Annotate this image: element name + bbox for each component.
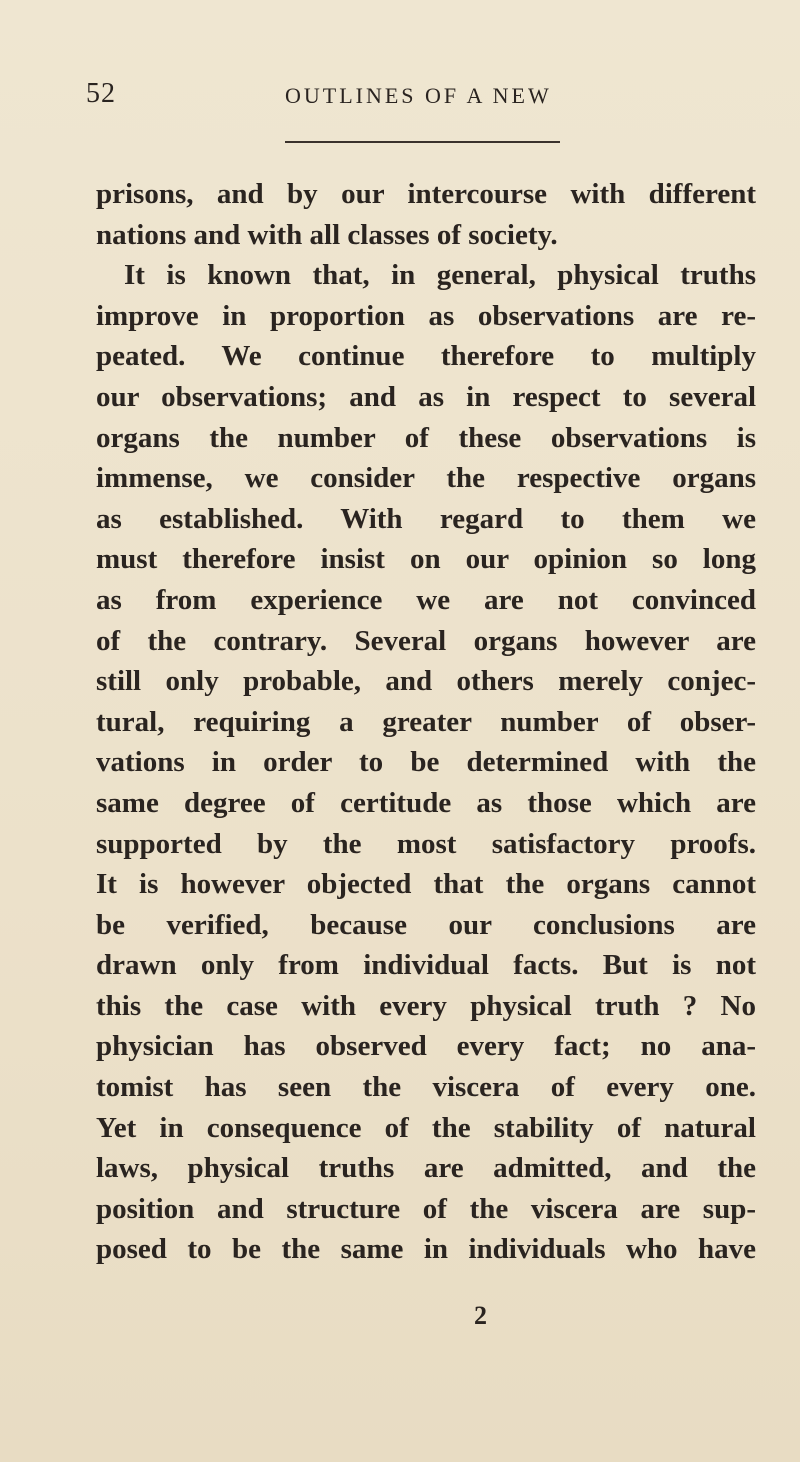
signature-mark: 2 <box>474 1301 487 1330</box>
text-line: immense, we consider the respective organs <box>96 462 756 495</box>
text-line: be verified, because our conclusions are <box>96 908 756 941</box>
text-line: Yet in consequence of the stability of natural <box>96 1111 756 1144</box>
text-line: vations in order to be determined with the <box>96 746 756 779</box>
text-line: It is however objected that the organs cannot <box>96 868 756 901</box>
page-header <box>0 78 800 118</box>
text-line: of the contrary. Several organs however are <box>96 624 756 657</box>
text-line: tural, requiring a greater number of obser- <box>96 705 756 738</box>
text-line: our observations; and as in respect to several <box>96 380 756 413</box>
text-line: supported by the most satisfactory proofs. <box>96 827 756 860</box>
text-line: physician has observed every fact; no ana- <box>96 1030 756 1063</box>
text-line: as from experience we are not convinced <box>96 583 756 616</box>
header-rule <box>285 141 560 143</box>
text-line: must therefore insist on our opinion so long <box>96 543 756 576</box>
text-line: position and structure of the viscera are sup- <box>96 1192 756 1225</box>
text-line: It is known that, in general, physical truths <box>124 259 756 292</box>
text-line: nations and with all classes of society. <box>96 218 558 251</box>
running-head: OUTLINES OF A NEW <box>285 83 552 108</box>
text-line: peated. We continue therefore to multiply <box>96 340 756 373</box>
page-number: 52 <box>86 78 116 109</box>
body-text <box>96 174 756 1270</box>
text-line: still only probable, and others merely conjec- <box>96 665 756 698</box>
text-line: same degree of certitude as those which are <box>96 786 756 819</box>
text-line: improve in proportion as observations are re- <box>96 299 756 332</box>
text-line: as established. With regard to them we <box>96 502 756 535</box>
text-line: drawn only from individual facts. But is not <box>96 949 756 982</box>
text-line: organs the number of these observations is <box>96 421 756 454</box>
text-line: this the case with every physical truth ? No <box>96 989 756 1022</box>
text-line: tomist has seen the viscera of every one. <box>96 1071 756 1104</box>
text-line: laws, physical truths are admitted, and the <box>96 1152 756 1185</box>
text-line: posed to be the same in individuals who have <box>96 1233 756 1266</box>
text-line: prisons, and by our intercourse with different <box>96 178 756 210</box>
